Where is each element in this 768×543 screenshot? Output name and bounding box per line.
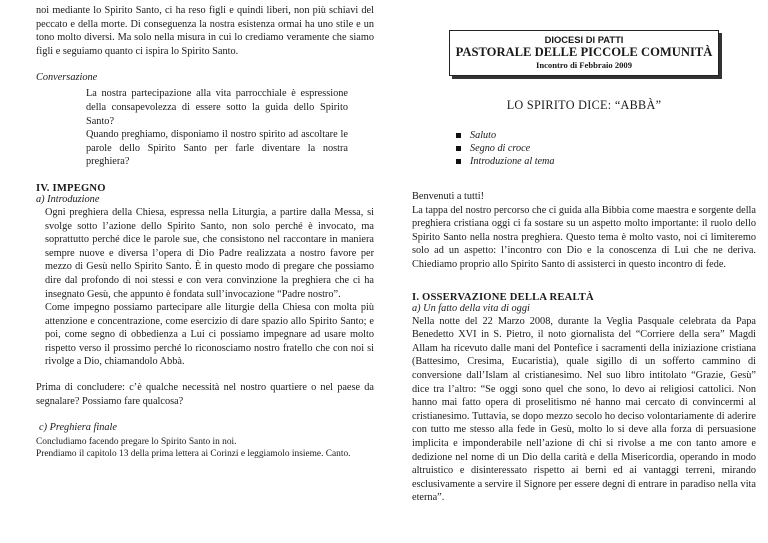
intro-paragraph: noi mediante lo Spirito Santo, ci ha reso figli e quindi liberi, non più schiavi del peccato e della morte. Di conseguenza la nostra esistenza ormai ha uno stile e un tono molto diversi. Ma solo nella misura in cui lo crediamo veramente che siamo figli e seguiamo quanto ci ispira lo Spirito Santo. bbox=[36, 5, 374, 57]
conversazione-block bbox=[86, 87, 348, 169]
diocese-label: DIOCESI DI PATTI bbox=[544, 34, 624, 45]
agenda-list bbox=[456, 129, 756, 168]
fatto-paragraph: Nella notte del 22 Marzo 2008, durante la Veglia Pasquale celebrata da Papa Benedetto XVI in S. Pietro, il noto giornalista del “Corriere della sera” Magdi Allam ha ricevuto dalle mani del Pontefice i sacramenti della iniziazione cristiana (Battesimo, Cresima, Eucaristia), quale sigillo di un sofferto cammino di conversione dall’Islam al cristianesimo. Nel suo libro intitolato “Grazie, Gesù” dice tra l’altro: “Se oggi sono quel che sono, lo devo ai religiosi cattolici. Non hanno mai fatto opera di proselitismo né hanno mai cercato di convincermi al cristianesimo. Tuttavia, se dopo mezzo secolo ho deciso volontariamente di aderire con tutto me stesso alla fede in Gesù, molto lo si deve alla forza di persuasione implicita e imponderabile nell’azione di chi si rivolse a me con tanto amore e dedizione nel nome di un Dio della carità e della Misericordia, operando in modo altruistico e disinteressato rispetto ai berni ed ai vantaggi terreni, mirando esclusivamente a servire il Signore per essere degni di entrare in paradiso nella vita eterna”. bbox=[412, 315, 756, 504]
conversazione-question-1: La nostra partecipazione alla vita parrocchiale è espressione della consapevolezza di essere sotto la guida dello Spirito Santo? bbox=[86, 88, 348, 127]
incontro-label: Incontro di Febbraio 2009 bbox=[535, 60, 633, 70]
agenda-item-segno-di-croce: Segno di croce bbox=[456, 142, 756, 155]
preghiera-line-2: Prendiamo il capitolo 13 della prima lettera ai Corinzi e leggiamolo insieme. Canto. bbox=[36, 449, 351, 460]
impegno-paragraph-1: Ogni preghiera della Chiesa, espressa nella Liturgia, a partire dalla Messa, si svolge sotto l’azione dello Spirito Santo, non solo perché è invocato, ma soprattutto perché dice le parole sue, che consistono nel raccontare in maniera sempre nuove e diversa l’opera di Dio Padre realizzata a nostro favore per mezzo di Gesù nello Spirito Santo. È in questo modo di pregare che possiamo dire dal profondo di noi stessi e con vera convinzione la preghiera che ci ha insegnato Gesù, che appunto è fondata sull’invocazione “Padre nostro”. bbox=[45, 206, 374, 300]
section-iv-title: IV. IMPEGNO bbox=[36, 182, 106, 194]
right-page bbox=[384, 0, 768, 543]
welcome-line: Benvenuti a tutti! bbox=[412, 191, 485, 202]
sub-a-title: a) Introduzione bbox=[36, 193, 100, 205]
agenda-item-saluto: Saluto bbox=[456, 129, 756, 142]
impegno-body bbox=[45, 206, 374, 369]
section-i-title: I. OSSERVAZIONE DELLA REALTÀ bbox=[412, 291, 594, 303]
agenda-item-introduzione: Introduzione al tema bbox=[456, 155, 756, 168]
preghiera-line-1: Concludiamo facendo pregare lo Spirito Santo in noi. bbox=[36, 436, 237, 447]
conversazione-question-2: Quando preghiamo, disponiamo il nostro spirito ad ascoltare le parole dello Spirito Santo per farle diventare la nostra preghiera? bbox=[86, 129, 348, 168]
sub-a-fatto-title: a) Un fatto della vita di oggi bbox=[412, 302, 530, 314]
sub-c-title: c) Preghiera finale bbox=[39, 422, 117, 434]
conclusion-paragraph: Prima di concludere: c’è qualche necessità nel nostro quartiere o nel paese da segnalare? Possiamo fare qualcosa? bbox=[36, 382, 374, 407]
conversazione-label: Conversazione bbox=[36, 72, 98, 84]
pastorale-title: PASTORALE DELLE PICCOLE COMUNITÀ bbox=[455, 45, 713, 59]
welcome-paragraph: La tappa del nostro percorso che ci guida alla Bibbia come maestra e sorgente della preghiera cristiana oggi ci fa sostare su un aspetto molto importante: il ruolo dello Spirito Santo nella nostra preghiera. Questo tema è molto vasto, noi ci limiteremo solo ad un aspetto: l’incontro con Dio e la conoscenza di Lui che ne deriva. Chiediamo proprio allo Spirito Santo di assisterci in questo incontro di fede. bbox=[412, 204, 756, 270]
impegno-paragraph-2: Come impegno possiamo partecipare alle liturgie della Chiesa con molta più attenzione e concentrazione, come esercizio di dare spazio allo Spirito Santo; e poi, come segno di obbedienza a Lui ci possiamo impegnare ad usare molto rispetto verso il prossimo perché lo riconosciamo nostro fratello che con noi si rivolge a Dio, chiamandolo Abbà. bbox=[45, 302, 374, 368]
page-title: LO SPIRITO DICE: “ABBÀ” bbox=[506, 98, 662, 112]
header-box bbox=[449, 30, 719, 76]
